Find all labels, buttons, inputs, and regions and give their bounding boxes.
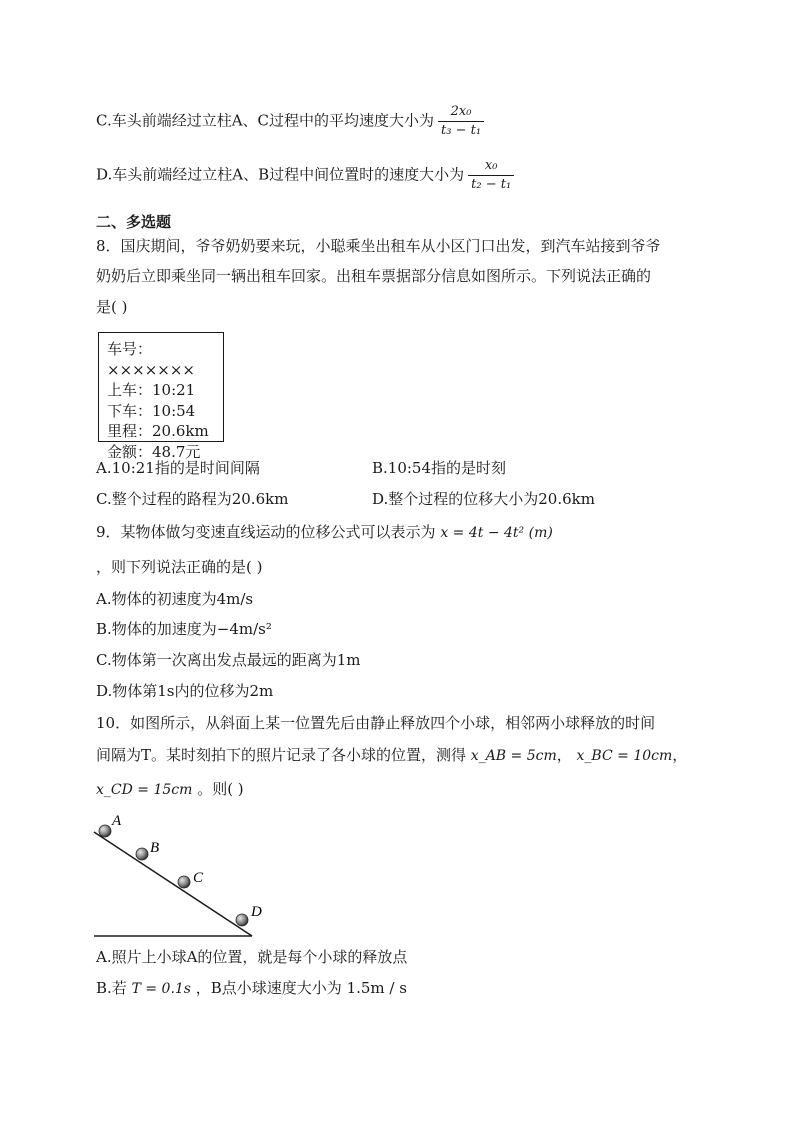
q7-option-d-fraction: $\frac{\text{x₀}}{\text{t₂ − t₁}}$ <box>468 157 514 194</box>
q10-x-bc: x_BC = 10cm <box>576 748 673 764</box>
incline-diagram <box>92 806 272 938</box>
q8-stem-line-3: 是( ) <box>96 298 128 316</box>
q9-formula: x = 4t − 4t² (m) <box>440 525 553 541</box>
receipt-alight-time: 下车：10:54 <box>107 401 196 420</box>
incline-surface <box>94 832 252 936</box>
section-heading-multi-choice: 二、多选题 <box>96 213 172 231</box>
ball-b <box>136 848 148 860</box>
q7-option-c-text: C.车头前端经过立柱A、C过程中的平均速度大小为 <box>96 111 435 130</box>
q7-option-d-text: D.车头前端经过立柱A、B过程中间位置时的速度大小为 <box>96 165 465 184</box>
receipt-car-number: 车号：××××××× <box>107 340 195 379</box>
q9-option-c[interactable]: C.物体第一次离出发点最远的距离为1m <box>96 651 361 669</box>
q7-option-d[interactable] <box>96 157 514 194</box>
q7-option-c[interactable] <box>96 103 484 140</box>
q8-option-a[interactable]: A.10:21指的是时间间隔 <box>96 459 260 477</box>
receipt-fare: 金额：48.7元 <box>107 442 201 461</box>
label-d: D <box>251 904 262 920</box>
q10-stem-line-3: x_CD = 15cm 。则( ) <box>96 780 244 798</box>
q9-option-a[interactable]: A.物体的初速度为4m/s <box>96 590 254 608</box>
q10-stem-line-2: 间隔为T。某时刻拍下的照片记录了各小球的位置，测得 x_AB = 5cm， x_BC = 10cm， <box>96 746 688 764</box>
ball-d <box>236 914 248 926</box>
q9-option-b[interactable]: B.物体的加速度为−4m/s² <box>96 620 272 638</box>
receipt-board-time: 上车：10:21 <box>107 381 196 399</box>
q8-stem-line-1: 8．国庆期间，爷爷奶奶要来玩，小聪乘坐出租车从小区门口出发，到汽车站接到爷爷 <box>96 237 661 255</box>
q8-option-b[interactable]: B.10:54指的是时刻 <box>372 459 507 477</box>
q9-option-d[interactable]: D.物体第1s内的位移为2m <box>96 682 274 700</box>
label-c: C <box>193 870 204 886</box>
q9-stem: 9．某物体做匀变速直线运动的位移公式可以表示为 x = 4t − 4t² (m) <box>96 523 553 541</box>
ball-c <box>178 876 190 888</box>
q10-option-b[interactable]: B.若 T = 0.1s ，B点小球速度大小为 1.5m / s <box>96 979 407 997</box>
label-a: A <box>112 813 122 829</box>
q10-option-a[interactable]: A.照片上小球A的位置，就是每个小球的释放点 <box>96 948 408 966</box>
ball-a <box>99 825 111 837</box>
q8-stem-line-2: 奶奶后立即乘坐同一辆出租车回家。出租车票据部分信息如图所示。下列说法正确的 <box>96 267 652 285</box>
q7-option-c-fraction: $\frac{\text{2x₀}}{\text{t₃ − t₁}}$ <box>438 103 484 140</box>
q8-option-c[interactable]: C.整个过程的路程为20.6km <box>96 490 289 508</box>
q10-x-cd: x_CD = 15cm <box>96 782 193 798</box>
taxi-receipt <box>98 332 224 461</box>
q10-x-ab: x_AB = 5cm <box>470 748 557 764</box>
q10-option-b-math: T = 0.1s <box>131 981 191 997</box>
q8-option-d[interactable]: D.整个过程的位移大小为20.6km <box>372 490 595 508</box>
q10-stem-line-1: 10．如图所示，从斜面上某一位置先后由静止释放四个小球，相邻两小球释放的时间 <box>96 714 656 732</box>
label-b: B <box>150 840 160 856</box>
q9-stem-tail: ，则下列说法正确的是( ) <box>96 558 263 576</box>
receipt-mileage: 里程：20.6km <box>107 422 209 440</box>
